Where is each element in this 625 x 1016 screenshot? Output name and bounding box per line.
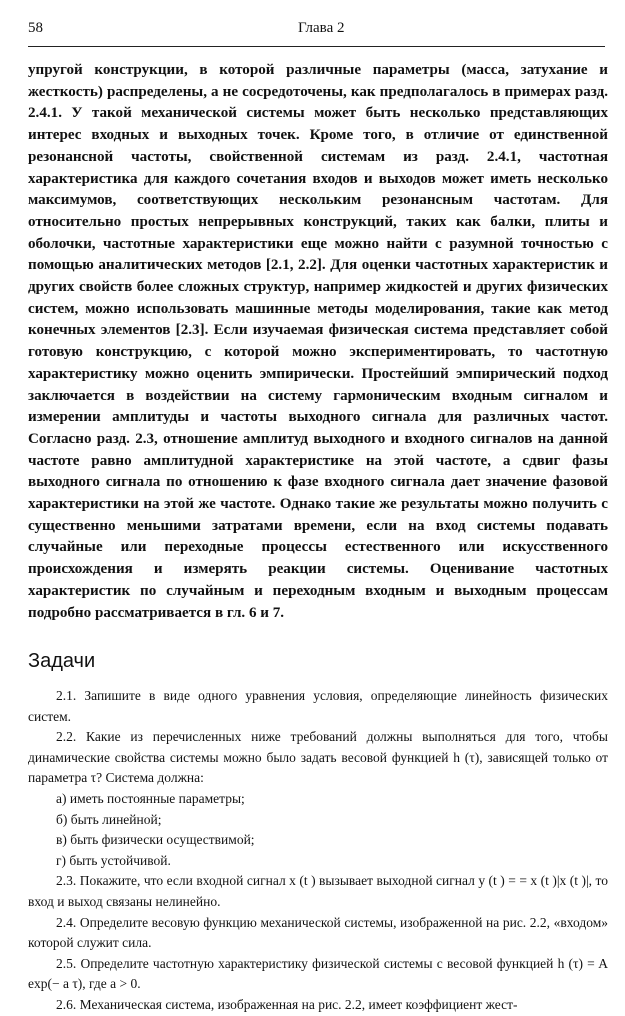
section-title-problems: Задачи [28,650,96,672]
problem-2-3: 2.3. Покажите, что если входной сигнал x (t ) вызывает выходной сигнал y (t ) = = x (t )|x (t )|, то вход и выход связаны нелинейно. [28,873,608,909]
problem-2-1: 2.1. Запишите в виде одного уравнения условия, определяющие линейность физических систем. [28,688,608,724]
body-text [28,60,608,624]
page-number: 58 [28,20,43,36]
problem-2-2-option-b: б) быть линейной; [56,811,162,827]
problem-2-2-option-a: а) иметь постоянные параметры; [56,790,245,806]
problem-2-2-option-c: в) быть физически осуществимой; [56,832,255,848]
problem-2-4: 2.4. Определите весовую функцию механической системы, изображенной на рис. 2.2, «входом» которой служит сила. [28,914,608,951]
header-rule [28,46,605,47]
problems-list [28,686,608,1016]
problem-2-2-option-d: г) быть устойчивой. [56,852,171,868]
chapter-title: Глава 2 [298,20,345,36]
running-head [28,20,601,44]
problem-2-6: 2.6. Механическая система, изображенная на рис. 2.2, имеет коэффициент жест- [56,996,518,1012]
body-paragraph: упругой конструкции, в которой различные параметры (масса, затухание и жесткость) распределены, а не сосредоточены, как предполагалось в примерах разд. 2.4.1. У такой механической системы может быть несколько представляющих интерес входных и выходных точек. Кроме того, в отличие от единственной резонансной частоты, свойственной системам из разд. 2.4.1, частотная характеристика для каждого сочетания входов и выходов может иметь несколько максимумов, соответствующих нескольким резонансным частотам. Для относительно простых непрерывных конструкций, таких как балки, плиты и оболочки, частотные характеристики еще можно найти с разумной точностью с помощью аналитических методов [2.1, 2.2]. Для оценки частотных характеристик и других свойств более сложных структур, например жидкостей и других физических систем, можно использовать машинные методы моделирования, такие как метод конечных элементов [2.3]. Если изучаемая физическая система представляет собой готовую конструкцию, с которой можно экспериментировать, то частотную характеристику можно оценить эмпирически. Простейший эмпирический подход заключается в воздействии на систему гармоническим входным сигналом и измерении амплитуды и частоты выходного сигнала для различных частот. Согласно разд. 2.3, отношение амплитуд выходного и входного сигналов на данной частоте равно амплитудной характеристике на этой частоте, а сдвиг фазы выходного сигнала по отношению к фазе входного сигнала дает значение фазовой характеристики на этой же частоте. Однако такие же результаты можно получить с существенно меньшими затратами времени, если на вход системы подавать случайные или переходные процессы естественного или искусственного происхождения и измерять реакции системы. Оценивание частотных характеристик по случайным и переходным входным и выходным процессам подробно рассматривается в гл. 6 и 7. [28,62,608,621]
problem-2-5: 2.5. Определите частотную характеристику физической системы с весовой функцией h (τ) = A exp(− a τ), где a > 0. [28,955,608,992]
problem-2-2: 2.2. Какие из перечисленных ниже требований должны выполняться для того, чтобы динамические свойства системы можно было задать весовой функцией h (τ), зависящей только от параметра τ? Система должна: [28,729,608,786]
